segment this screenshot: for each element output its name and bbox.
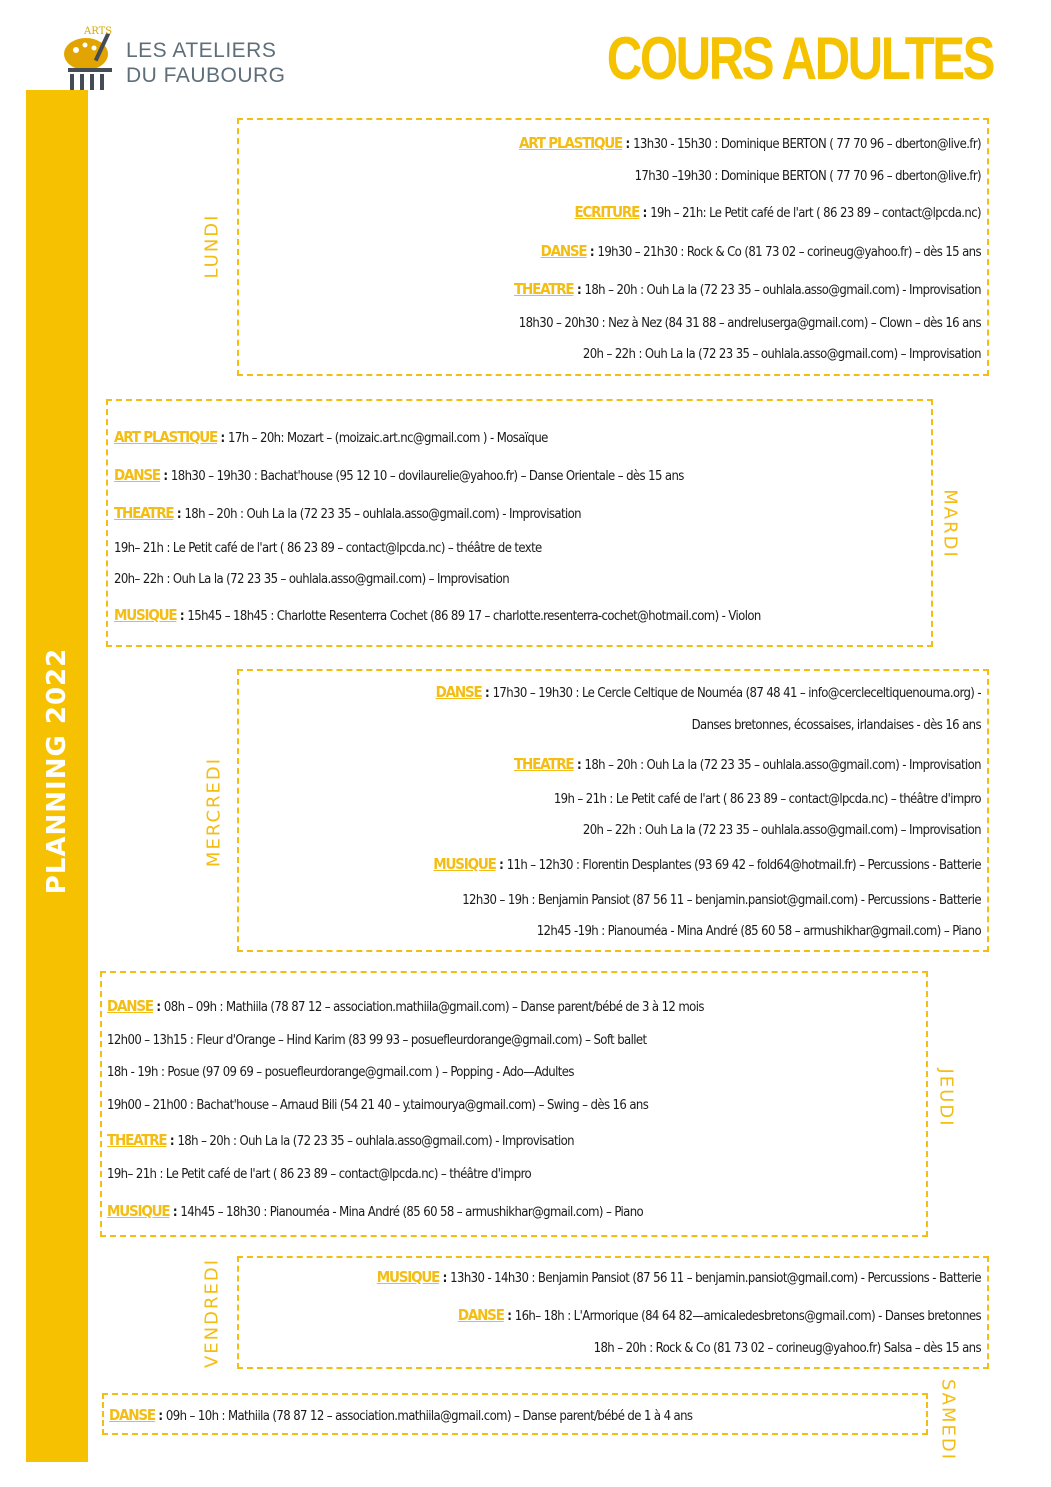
category-separator: : bbox=[622, 137, 634, 152]
category-separator: : bbox=[152, 1000, 164, 1015]
schedule-text: 11h – 12h30 : Florentin Desplantes (93 69 42 – fold64@hotmail.fr) – Percussions - Batterie bbox=[506, 858, 981, 873]
palette-icon bbox=[60, 28, 122, 94]
logo bbox=[60, 28, 300, 98]
category-label: ECRITURE bbox=[574, 203, 640, 221]
category-separator: : bbox=[573, 283, 585, 298]
schedule-text: 18h – 20h : Ouh La la (72 23 35 – ouhlala.asso@gmail.com) - Improvisation bbox=[177, 1134, 574, 1149]
schedule-line bbox=[583, 822, 981, 840]
day-label-vendredi: VENDREDI bbox=[201, 1257, 223, 1369]
schedule-text: 20h – 22h : Ouh La la (72 23 35 – ouhlala.asso@gmail.com) – Improvisation bbox=[582, 347, 981, 362]
day-label-mardi: MARDI bbox=[939, 489, 961, 559]
logo-name bbox=[126, 38, 286, 88]
category-label: THEATRE bbox=[107, 1131, 167, 1149]
category-separator: : bbox=[217, 431, 229, 446]
day-label-jeudi: JEUDI bbox=[935, 1068, 957, 1128]
schedule-line bbox=[114, 540, 542, 558]
schedule-line bbox=[109, 1406, 692, 1426]
schedule-text: 19h– 21h : Le Petit café de l'art ( 86 23 89 – contact@lpcda.nc) – théâtre de texte bbox=[114, 541, 542, 556]
category-label: DANSE bbox=[109, 1406, 155, 1424]
category-separator: : bbox=[481, 686, 493, 701]
category-label: ART PLASTIQUE bbox=[114, 428, 217, 446]
day-label-mercredi: MERCREDI bbox=[203, 756, 225, 868]
logo-arts: ARTS bbox=[84, 26, 113, 37]
category-label: DANSE bbox=[457, 1306, 504, 1324]
category-separator: : bbox=[573, 758, 585, 773]
schedule-line bbox=[114, 466, 684, 486]
schedule-line bbox=[537, 923, 981, 941]
category-label: MUSIQUE bbox=[107, 1202, 170, 1220]
schedule-text: 19h – 21h : Le Petit café de l'art ( 86 23 89 – contact@lpcda.nc) – théâtre d'impro bbox=[553, 792, 981, 807]
schedule-line bbox=[107, 1131, 574, 1151]
sidebar-label: PLANNING 2022 bbox=[42, 647, 72, 895]
schedule-line bbox=[107, 1064, 574, 1082]
schedule-text: 16h– 18h : L'Armorique (84 64 82—amicaledesbretons@gmail.com) - Danses bretonnes bbox=[514, 1309, 981, 1324]
schedule-line bbox=[541, 242, 981, 262]
day-label-lundi: LUNDI bbox=[201, 213, 223, 279]
category-separator: : bbox=[166, 1134, 178, 1149]
category-separator: : bbox=[176, 609, 188, 624]
category-label: THEATRE bbox=[514, 280, 574, 298]
schedule-line bbox=[574, 203, 981, 223]
schedule-text: 18h – 20h : Ouh La la (72 23 35 – ouhlala.asso@gmail.com) - Improvisation bbox=[584, 283, 981, 298]
schedule-line bbox=[594, 1340, 981, 1358]
schedule-line bbox=[514, 755, 981, 775]
category-separator: : bbox=[159, 469, 171, 484]
schedule-text: 09h – 10h : Mathiila (78 87 12 – association.mathiila@gmail.com) – Danse parent/bébé de 1 à 4 ans bbox=[165, 1409, 693, 1424]
schedule-text: 13h30 - 14h30 : Benjamin Pansiot (87 56 11 – benjamin.pansiot@gmail.com) - Percussions - Batterie bbox=[450, 1271, 981, 1286]
category-label: MUSIQUE bbox=[114, 606, 177, 624]
schedule-text: 20h – 22h : Ouh La la (72 23 35 – ouhlala.asso@gmail.com) – Improvisation bbox=[582, 823, 981, 838]
schedule-text: Danses bretonnes, écossaises, irlandaises - dès 16 ans bbox=[691, 718, 981, 733]
category-separator: : bbox=[586, 245, 598, 260]
schedule-line bbox=[114, 504, 581, 524]
category-separator: : bbox=[154, 1409, 166, 1424]
schedule-text: 12h45 -19h : Pianouméa - Mina André (85 60 58 – armushikhar@gmail.com) – Piano bbox=[536, 924, 981, 939]
category-separator: : bbox=[495, 858, 507, 873]
schedule-text: 18h – 20h : Rock & Co (81 73 02 – corineug@yahoo.fr) Salsa – dès 15 ans bbox=[593, 1341, 981, 1356]
schedule-text: 18h – 20h : Ouh La la (72 23 35 – ouhlala.asso@gmail.com) - Improvisation bbox=[584, 758, 981, 773]
category-separator: : bbox=[173, 507, 185, 522]
schedule-line bbox=[107, 1202, 643, 1222]
schedule-line bbox=[436, 683, 981, 703]
logo-line-2: DU FAUBOURG bbox=[126, 64, 286, 87]
category-label: THEATRE bbox=[114, 504, 174, 522]
schedule-text: 12h30 – 19h : Benjamin Pansiot (87 56 11 – benjamin.pansiot@gmail.com) - Percussions - Batterie bbox=[462, 893, 981, 908]
schedule-line bbox=[107, 1166, 531, 1184]
schedule-line bbox=[107, 1097, 648, 1115]
schedule-line bbox=[462, 892, 981, 910]
schedule-text: 18h – 20h : Ouh La la (72 23 35 – ouhlala.asso@gmail.com) - Improvisation bbox=[184, 507, 581, 522]
schedule-line bbox=[107, 1032, 646, 1050]
schedule-line bbox=[514, 280, 981, 300]
schedule-text: 18h30 – 19h30 : Bachat'house (95 12 10 – dovilaurelie@yahoo.fr) – Danse Orientale – dès 15 ans bbox=[170, 469, 684, 484]
schedule-text: 17h30 –19h30 : Dominique BERTON ( 77 70 96 – dberton@live.fr) bbox=[634, 169, 981, 184]
schedule-line bbox=[377, 1268, 981, 1288]
logo-line-1: LES ATELIERS bbox=[126, 39, 277, 62]
schedule-line bbox=[519, 134, 981, 154]
schedule-line bbox=[635, 168, 981, 186]
category-label: DANSE bbox=[114, 466, 160, 484]
category-label: THEATRE bbox=[514, 755, 574, 773]
category-label: DANSE bbox=[435, 683, 482, 701]
schedule-text: 20h– 22h : Ouh La la (72 23 35 – ouhlala.asso@gmail.com) – Improvisation bbox=[114, 572, 510, 587]
schedule-line bbox=[583, 346, 981, 364]
category-label: DANSE bbox=[107, 997, 153, 1015]
schedule-line bbox=[692, 717, 981, 735]
schedule-line bbox=[107, 997, 704, 1017]
category-label: MUSIQUE bbox=[376, 1268, 440, 1286]
schedule-text: 19h – 21h: Le Petit café de l'art ( 86 23 89 – contact@lpcda.nc) bbox=[650, 206, 981, 221]
schedule-text: 17h – 20h: Mozart – (moizaic.art.nc@gmail.com ) - Mosaïque bbox=[228, 431, 548, 446]
schedule-line bbox=[114, 606, 761, 626]
schedule-text: 14h45 – 18h30 : Pianouméa - Mina André (85 60 58 – armushikhar@gmail.com) – Piano bbox=[180, 1205, 644, 1220]
schedule-text: 12h00 – 13h15 : Fleur d'Orange – Hind Karim (83 99 93 – posuefleurdorange@gmail.com) – Soft ballet bbox=[107, 1033, 647, 1048]
schedule-text: 19h– 21h : Le Petit café de l'art ( 86 23 89 – contact@lpcda.nc) – théâtre d'impro bbox=[107, 1167, 532, 1182]
schedule-line bbox=[433, 855, 981, 875]
schedule-line bbox=[458, 1306, 981, 1326]
page-title: COURS ADULTES bbox=[606, 25, 993, 92]
schedule-line bbox=[114, 428, 548, 448]
schedule-text: 13h30 - 15h30 : Dominique BERTON ( 77 70 96 – dberton@live.fr) bbox=[633, 137, 981, 152]
schedule-text: 18h - 19h : Posue (97 09 69 – posuefleurdorange@gmail.com ) – Popping - Ado—Adultes bbox=[107, 1065, 574, 1080]
category-label: ART PLASTIQUE bbox=[519, 134, 623, 152]
day-label-samedi: SAMEDI bbox=[937, 1378, 959, 1462]
category-label: DANSE bbox=[540, 242, 587, 260]
schedule-text: 18h30 – 20h30 : Nez à Nez (84 31 88 – andreluserga@gmail.com) – Clown – dès 16 ans bbox=[518, 316, 981, 331]
schedule-line bbox=[554, 791, 981, 809]
schedule-line bbox=[114, 571, 509, 589]
schedule-line bbox=[519, 315, 981, 333]
category-separator: : bbox=[439, 1271, 451, 1286]
category-label: MUSIQUE bbox=[433, 855, 496, 873]
schedule-text: 08h – 09h : Mathiila (78 87 12 – association.mathiila@gmail.com) – Danse parent/bébé de 3 à 12 mois bbox=[163, 1000, 704, 1015]
schedule-text: 15h45 – 18h45 : Charlotte Resenterra Cochet (86 89 17 – charlotte.resenterra-cochet@hotmail.com) - Violon bbox=[187, 609, 761, 624]
category-separator: : bbox=[639, 206, 651, 221]
schedule-text: 19h30 – 21h30 : Rock & Co (81 73 02 – corineug@yahoo.fr) – dès 15 ans bbox=[597, 245, 981, 260]
category-separator: : bbox=[503, 1309, 515, 1324]
schedule-text: 17h30 – 19h30 : Le Cercle Celtique de Nouméa (87 48 41 – info@cercleceltiquenouma.org) - bbox=[492, 686, 981, 701]
category-separator: : bbox=[169, 1205, 181, 1220]
schedule-text: 19h00 – 21h00 : Bachat'house – Arnaud Bili (54 21 40 – y.taimourya@gmail.com) – Swing – dès 16 ans bbox=[107, 1098, 649, 1113]
